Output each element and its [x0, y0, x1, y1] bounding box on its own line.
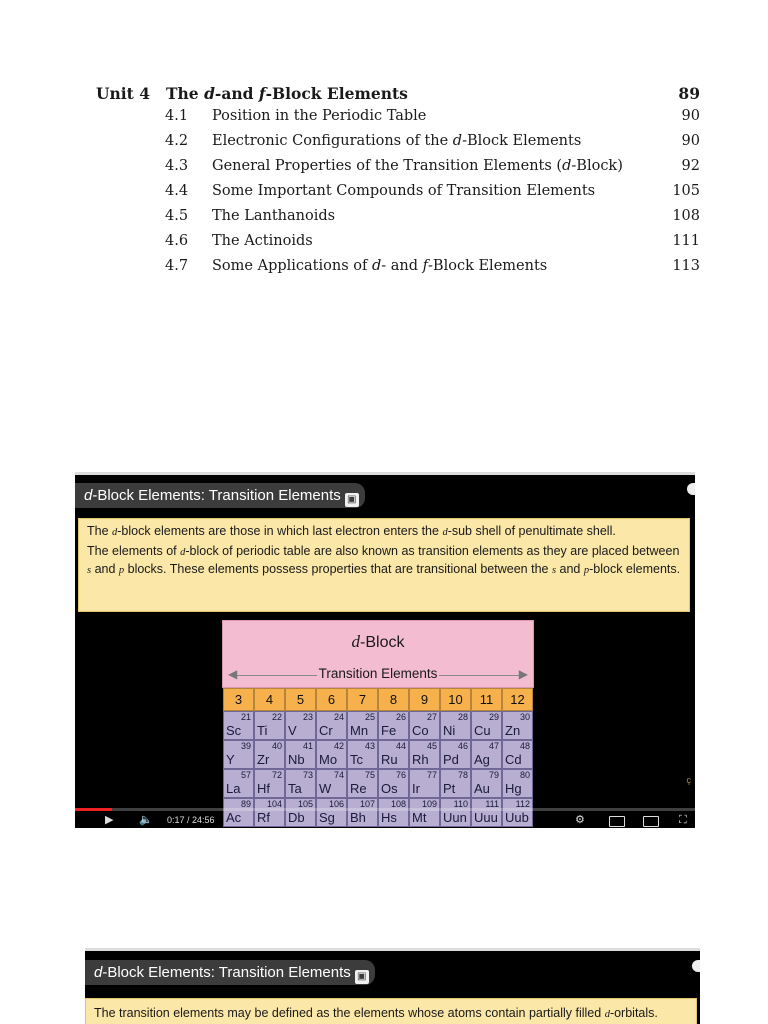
toc-row[interactable] [96, 133, 700, 158]
video-player-2[interactable] [85, 948, 700, 1024]
element-symbol: Cd [505, 752, 522, 767]
toc-row[interactable] [96, 108, 700, 133]
atomic-number: 42 [333, 741, 344, 751]
element-cell [471, 769, 502, 798]
element-cell [285, 740, 316, 769]
element-cell [223, 740, 254, 769]
group-number-cell: 7 [347, 688, 378, 711]
element-symbol: Zn [505, 723, 521, 738]
element-symbol: Db [288, 810, 305, 825]
section-page-number: 90 [681, 108, 700, 124]
section-page-number: 108 [672, 208, 700, 224]
element-symbol: Mo [319, 752, 338, 767]
element-symbol: Mt [412, 810, 427, 825]
section-number: 4.6 [165, 233, 189, 249]
progress-played [75, 808, 112, 811]
element-row [223, 769, 533, 798]
element-symbol: Ru [381, 752, 398, 767]
atomic-number: 76 [395, 770, 406, 780]
info-icon[interactable] [692, 960, 700, 972]
atomic-number: 46 [457, 741, 468, 751]
section-page-number: 105 [672, 183, 700, 199]
arrow-left-icon: ◀ [228, 667, 238, 681]
element-symbol: W [319, 781, 332, 796]
element-cell [502, 769, 533, 798]
transition-elements-label: Transition Elements [318, 666, 438, 681]
atomic-number: 45 [426, 741, 437, 751]
section-title: Some Applications of d- and f-Block Elements [212, 258, 548, 274]
element-cell [316, 711, 347, 740]
atomic-number: 39 [240, 741, 251, 751]
atomic-number: 30 [519, 712, 530, 722]
section-number: 4.5 [165, 208, 189, 224]
element-symbol: Y [226, 752, 235, 767]
group-number-cell: 8 [378, 688, 409, 711]
atomic-number: 108 [390, 799, 406, 809]
atomic-number: 72 [271, 770, 282, 780]
element-symbol: Pt [443, 781, 456, 796]
element-symbol: Ac [226, 810, 242, 825]
section-title: The Lanthanoids [212, 208, 336, 224]
atomic-number: 109 [421, 799, 437, 809]
element-cell [316, 769, 347, 798]
progress-bar[interactable] [75, 808, 695, 811]
atomic-number: 74 [333, 770, 344, 780]
play-icon[interactable]: ▶ [105, 814, 114, 826]
section-page-number: 92 [681, 158, 700, 174]
element-row [223, 740, 533, 769]
element-symbol: Cr [319, 723, 333, 738]
element-cell [347, 711, 378, 740]
element-symbol: Ag [474, 752, 490, 767]
fullscreen-icon[interactable]: ⛶ [679, 814, 687, 826]
element-symbol: Ir [412, 781, 420, 796]
atomic-number: 24 [333, 712, 344, 722]
element-symbol: Co [412, 723, 429, 738]
element-symbol: V [288, 723, 297, 738]
element-cell [254, 711, 285, 740]
atomic-number: 47 [488, 741, 499, 751]
section-number: 4.4 [165, 183, 189, 199]
atomic-number: 25 [364, 712, 375, 722]
video-controls [75, 812, 695, 828]
overlay-toggle-icon[interactable] [687, 483, 695, 495]
element-cell [285, 769, 316, 798]
atomic-number: 23 [302, 712, 313, 722]
table-of-contents [96, 84, 700, 283]
element-cell [254, 769, 285, 798]
element-cell [378, 711, 409, 740]
d-block-header [222, 620, 534, 688]
element-symbol: Bh [350, 810, 366, 825]
atomic-number: 89 [240, 799, 251, 809]
atomic-number: 40 [271, 741, 282, 751]
section-page-number: 113 [672, 258, 700, 274]
atomic-number: 111 [485, 799, 499, 809]
atomic-number: 110 [453, 799, 468, 809]
section-number: 4.2 [165, 133, 189, 149]
group-number-cell: 11 [471, 688, 502, 711]
video-player-1[interactable] [75, 472, 695, 828]
group-number-cell: 10 [440, 688, 471, 711]
element-row [223, 711, 533, 740]
element-cell [347, 769, 378, 798]
toc-row[interactable] [96, 208, 700, 233]
d-block-table [222, 620, 534, 828]
toc-row[interactable] [96, 233, 700, 258]
element-symbol: Os [381, 781, 398, 796]
element-cell [223, 769, 254, 798]
element-symbol: Re [350, 781, 367, 796]
element-symbol: Mn [350, 723, 369, 738]
atomic-number: 41 [302, 741, 313, 751]
slide-title: d-Block Elements: Transition Elements ▣ [75, 483, 365, 508]
element-symbol: Uub [505, 810, 529, 825]
element-cell [471, 711, 502, 740]
element-cell [440, 769, 471, 798]
element-symbol: La [226, 781, 241, 796]
atomic-number: 57 [240, 770, 251, 780]
atomic-number: 26 [395, 712, 406, 722]
element-cell [223, 711, 254, 740]
atomic-number: 28 [457, 712, 468, 722]
element-symbol: Uuu [474, 810, 498, 825]
element-cell [502, 740, 533, 769]
element-cell [378, 769, 409, 798]
slide-icon: ▣ [345, 493, 359, 507]
section-title: Position in the Periodic Table [212, 108, 427, 124]
group-number-cell: 3 [223, 688, 254, 711]
atomic-number: 29 [488, 712, 499, 722]
group-number-cell: 6 [316, 688, 347, 711]
atomic-number: 112 [515, 799, 530, 809]
atomic-number: 73 [302, 770, 313, 780]
settings-icon[interactable]: ⚙ [575, 814, 585, 826]
definition-line-2: The elements of d-block of periodic table are also known as transition elements as they are placed between s and p blocks. These elements possess properties that are transitional between the s and p-block elements. [87, 544, 681, 576]
group-number-row [223, 688, 533, 711]
atomic-number: 44 [395, 741, 406, 751]
toc-row[interactable] [96, 183, 700, 208]
group-number-cell: 9 [409, 688, 440, 711]
section-page-number: 90 [681, 133, 700, 149]
element-cell [254, 740, 285, 769]
element-symbol: Zr [257, 752, 270, 767]
element-symbol: Hg [505, 781, 522, 796]
section-title: General Properties of the Transition Elements (d-Block) [212, 158, 623, 174]
toc-row[interactable] [96, 258, 700, 283]
toc-unit-heading [96, 84, 700, 108]
atomic-number: 104 [266, 799, 282, 809]
atomic-number: 75 [364, 770, 375, 780]
group-number-cell: 5 [285, 688, 316, 711]
group-number-cell: 12 [502, 688, 533, 711]
captions-icon[interactable] [609, 816, 625, 827]
section-title: Electronic Configurations of the d-Block Elements [212, 133, 582, 149]
atomic-number: 78 [457, 770, 468, 780]
miniplayer-icon[interactable] [643, 816, 659, 827]
atomic-number: 77 [426, 770, 437, 780]
element-cell [347, 740, 378, 769]
element-symbol: Hf [257, 781, 270, 796]
element-symbol: Rh [412, 752, 429, 767]
element-symbol: Uun [443, 810, 467, 825]
atomic-number: 27 [426, 712, 437, 722]
element-cell [502, 711, 533, 740]
element-cell [440, 740, 471, 769]
element-symbol: Tc [350, 752, 363, 767]
atomic-number: 107 [359, 799, 375, 809]
atomic-number: 43 [364, 741, 375, 751]
atomic-number: 21 [240, 712, 251, 722]
section-number: 4.3 [165, 158, 189, 174]
definition-box [78, 518, 690, 612]
definition-box-2 [85, 998, 697, 1024]
atomic-number: 79 [488, 770, 499, 780]
group-number-cell: 4 [254, 688, 285, 711]
element-symbol: Ta [288, 781, 302, 796]
element-symbol: Au [474, 781, 490, 796]
video-top-border [85, 948, 700, 951]
section-number: 4.7 [165, 258, 189, 274]
element-symbol: Pd [443, 752, 459, 767]
unit-title: The d-and f-Block Elements [166, 84, 408, 103]
slide-title-2: d-Block Elements: Transition Elements ▣ [85, 960, 375, 985]
element-symbol: Sc [226, 723, 242, 738]
element-cell [471, 740, 502, 769]
element-cell [409, 769, 440, 798]
section-number: 4.1 [165, 108, 189, 124]
element-symbol: Cu [474, 723, 491, 738]
element-cell [285, 711, 316, 740]
element-symbol: Nb [288, 752, 305, 767]
element-symbol: Ti [257, 723, 268, 738]
unit-label: Unit 4 [96, 84, 151, 103]
atomic-number: 22 [271, 712, 282, 722]
element-cell [316, 740, 347, 769]
element-symbol: Ni [443, 723, 456, 738]
definition-line-1: The d-block elements are those in which last electron enters the d-sub shell of penultimate shell. [87, 524, 616, 538]
element-symbol: Sg [319, 810, 335, 825]
video-top-border [75, 472, 695, 475]
element-cell [378, 740, 409, 769]
toc-row[interactable] [96, 158, 700, 183]
edge-glyph: ç [686, 775, 691, 785]
atomic-number: 106 [328, 799, 344, 809]
atomic-number: 48 [519, 741, 530, 751]
slide-icon: ▣ [355, 970, 369, 984]
element-cell [409, 740, 440, 769]
volume-icon[interactable]: 🔈 [139, 814, 153, 826]
element-symbol: Fe [381, 723, 397, 738]
element-symbol: Hs [381, 810, 397, 825]
arrow-right-icon: ▶ [518, 667, 528, 681]
section-page-number: 111 [672, 233, 700, 249]
element-symbol: Rf [257, 810, 270, 825]
section-title: Some Important Compounds of Transition Elements [212, 183, 596, 199]
definition-line: The transition elements may be defined as the elements whose atoms contain partially filled d-orbitals. [94, 1006, 658, 1020]
time-display: 0:17 / 24:56 [167, 815, 215, 825]
atomic-number: 105 [297, 799, 313, 809]
element-cell [409, 711, 440, 740]
element-cell [440, 711, 471, 740]
atomic-number: 80 [519, 770, 530, 780]
section-title: The Actinoids [212, 233, 313, 249]
d-block-title: d-Block [351, 632, 405, 651]
unit-page-number: 89 [678, 84, 700, 103]
